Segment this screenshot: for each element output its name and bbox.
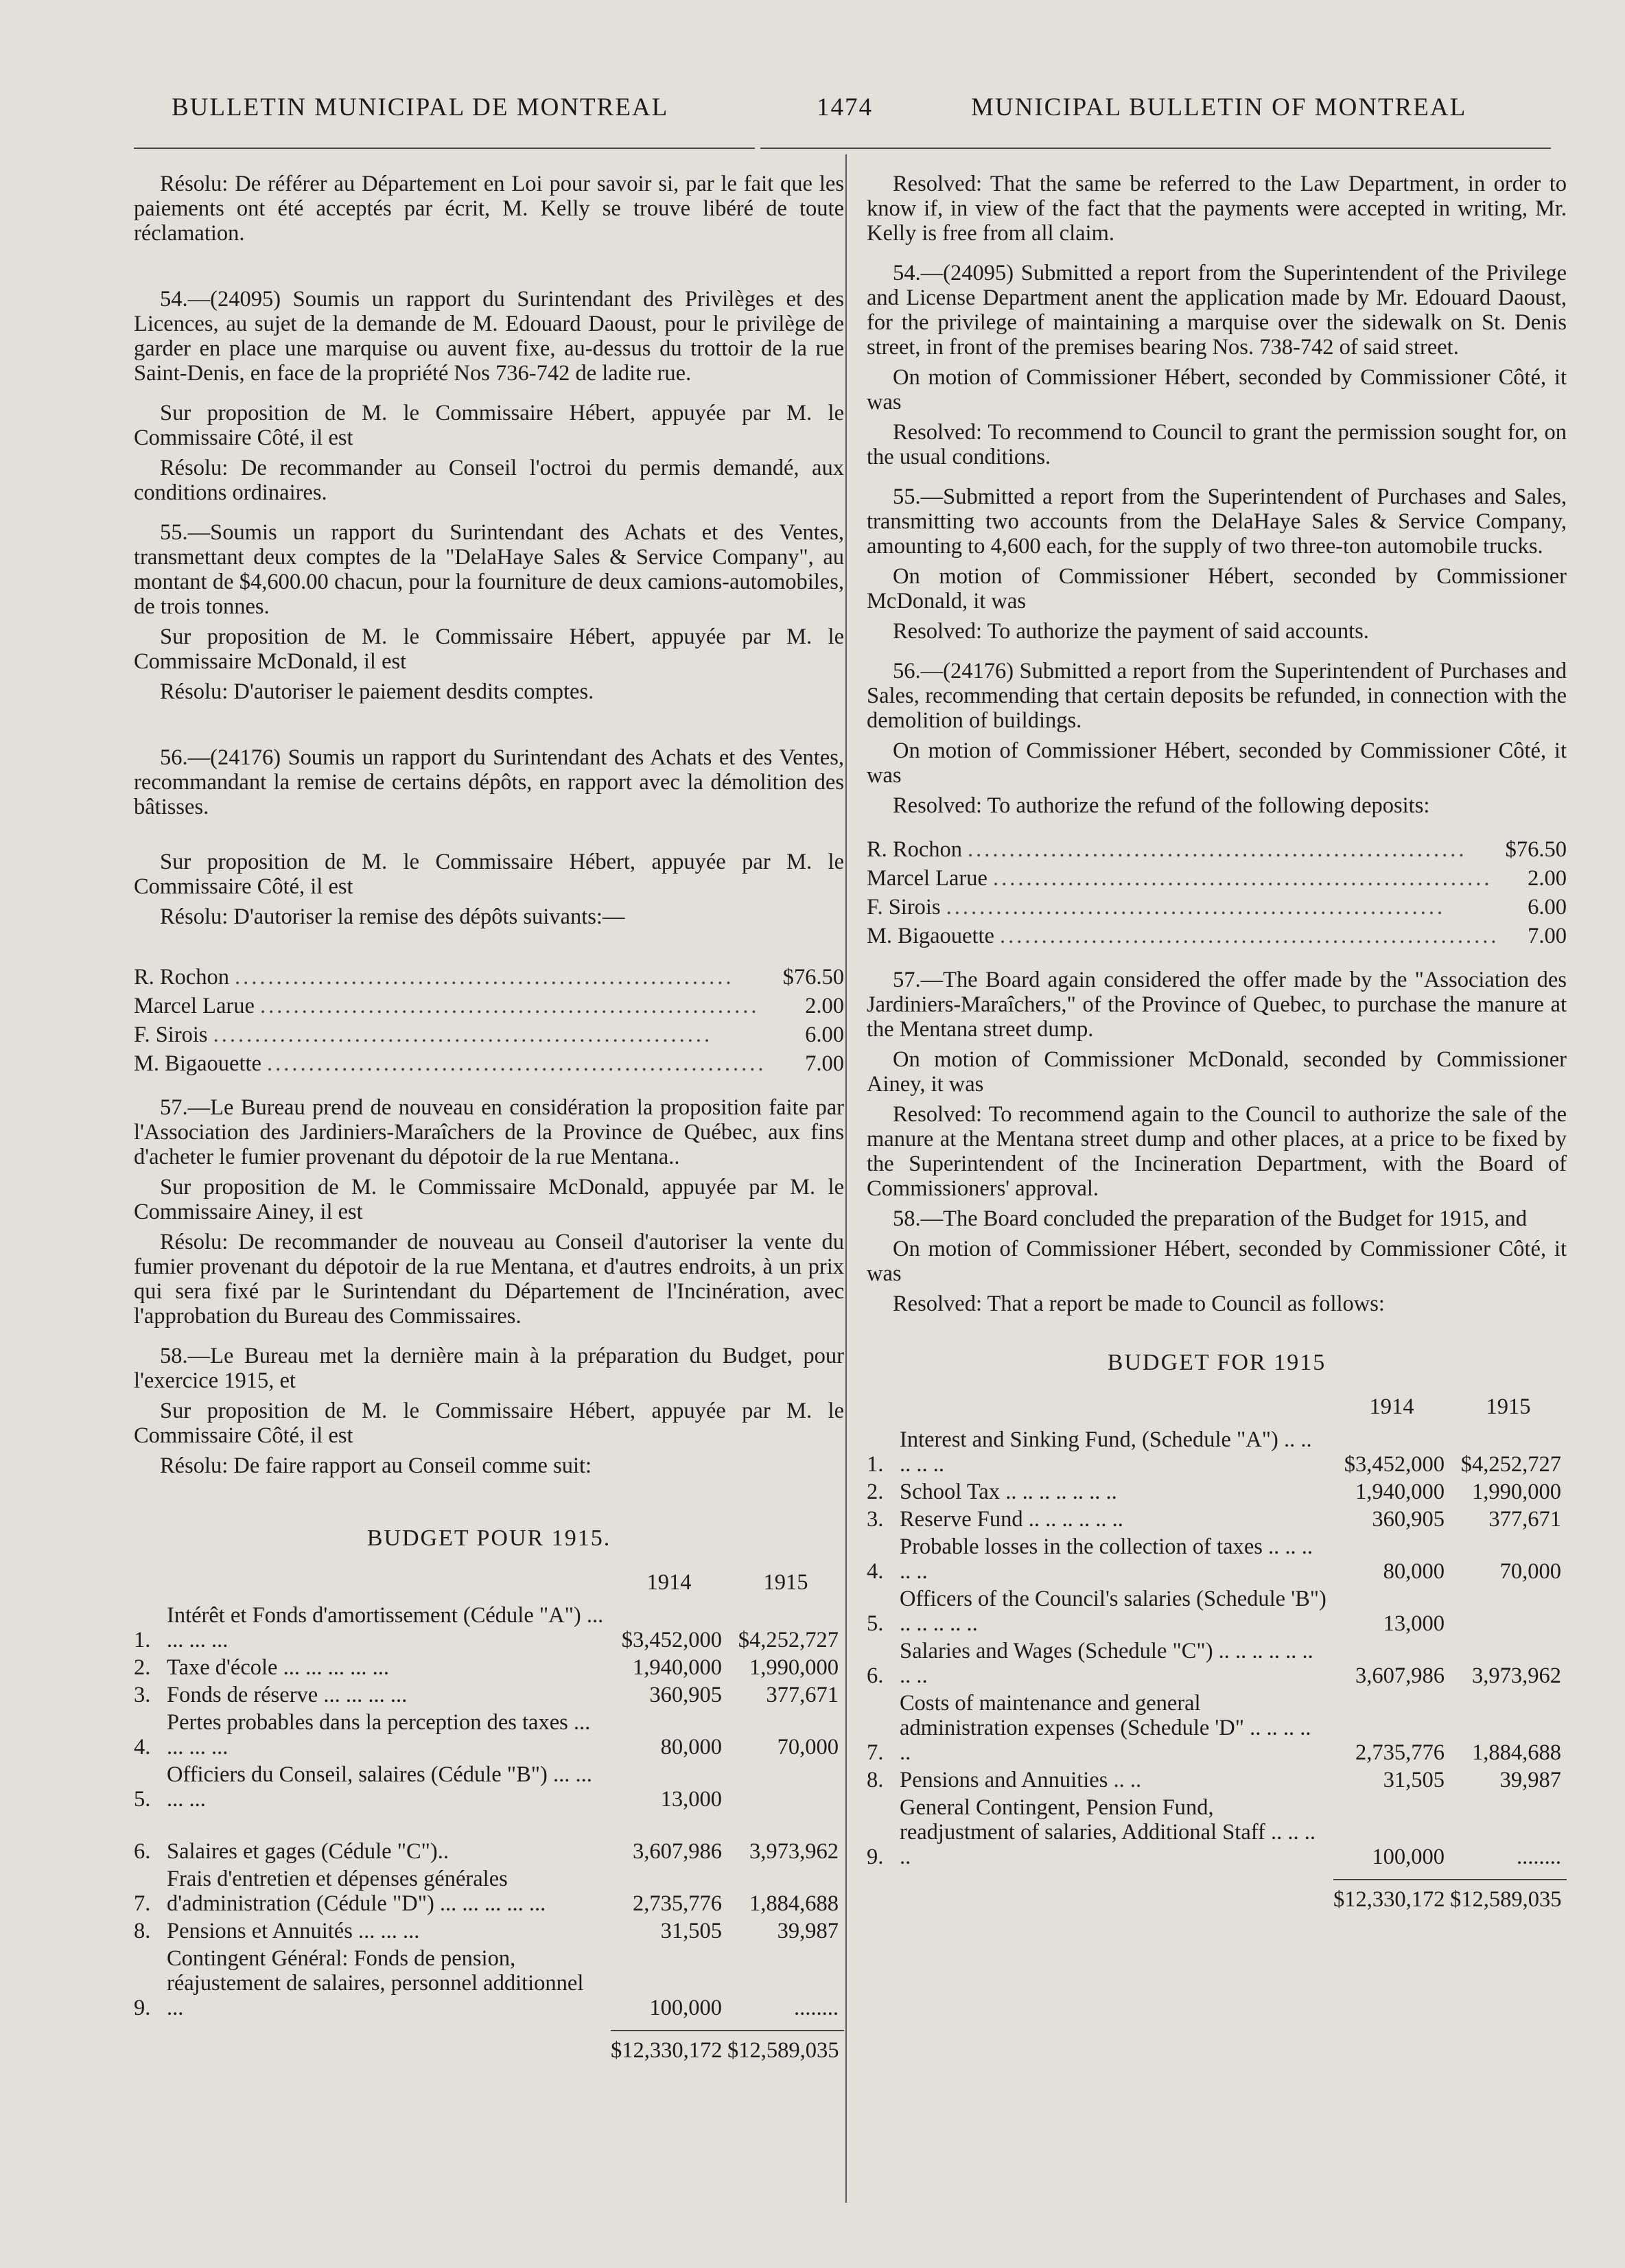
- fr-item-54-motion: Sur proposition de M. le Commissaire Hébert, appuyée par M. le Commissaire Côté, il est: [134, 401, 844, 450]
- en-item-55: 55.—Submitted a report from the Superintendent of Purchases and Sales, transmitting two accounts from the DelaHaye Sales & Service Company, amounting to 4,600 each, for the supply of two three-ton automobile trucks.: [867, 484, 1567, 559]
- table-row: 2. School Tax .. .. .. .. .. .. .. 1,940,000 1,990,000: [867, 1480, 1561, 1504]
- header-right-title: MUNICIPAL BULLETIN OF MONTREAL: [971, 93, 1467, 121]
- fr-item-58-resolution: Résolu: De faire rapport au Conseil comme suit:: [160, 1453, 592, 1478]
- en-item-54: 54.—(24095) Submitted a report from the Superintendent of the Privilege and License Department anent the application made by Mr. Edouard Daoust, for the privilege of maintaining a marquise over the sidewalk on St. Denis street, in front of the premises bearing Nos. 738-742 of said street.: [867, 261, 1567, 360]
- fr-item-54: 54.—(24095) Soumis un rapport du Surintendant des Privilèges et des Licences, au sujet de la demande de M. Edouard Daoust, pour le privilège de garder en place une marquise ou auvent fixe, au-dessus du trottoir de la rue Saint-Denis, en face de la propriété Nos 736-742 de ladite rue.: [134, 287, 844, 386]
- list-item: F. Sirois ............................................................ 6.00: [134, 1022, 844, 1047]
- fr-total-1915: $12,589,035: [727, 2030, 844, 2063]
- table-row: 7. Frais d'entretien et dépenses générales d'administration (Cédule "D") ... ... ... ... ... 2,735,776 1,884,688: [134, 1867, 839, 1916]
- fr-item-55: 55.—Soumis un rapport du Surintendant des Achats et des Ventes, transmettant deux comptes de la "DelaHaye Sales & Service Company", au montant de $4,600.00 chacun, pour la fourniture de deux camions-automobiles, de trois tonnes.: [134, 520, 844, 619]
- en-budget-total: [867, 1879, 1567, 1912]
- en-item-57-resolution: Resolved: To recommend again to the Council to authorize the sale of the manure at the Mentana street dump and other places, at a price to be fixed by the Superintendent of the Incineration Department, with the Board of Commissioners' approval.: [867, 1102, 1567, 1201]
- header-left-title: BULLETIN MUNICIPAL DE MONTREAL: [172, 93, 669, 121]
- table-row: 9. General Contingent, Pension Fund, readjustment of salaries, Additional Staff .. .. .. .. 100,000 ........: [867, 1795, 1561, 1869]
- en-item-58-resolution: Resolved: That a report be made to Council as follows:: [893, 1291, 1385, 1316]
- list-item: R. Rochon ............................................................ $76.50: [134, 965, 844, 990]
- fr-resolution-kelly: Résolu: De référer au Département en Loi pour savoir si, par le fait que les paiements ont été acceptés par écrit, M. Kelly se trouve libéré de toute réclamation.: [134, 172, 844, 246]
- fr-item-58: 58.—Le Bureau met la dernière main à la préparation du Budget, pour l'exercice 1915, et: [134, 1344, 844, 1393]
- column-divider: [845, 154, 847, 2203]
- header-rule-right: [760, 148, 1551, 149]
- en-budget-title: BUDGET FOR 1915: [1107, 1350, 1326, 1375]
- fr-item-57: 57.—Le Bureau prend de nouveau en considération la proposition faite par l'Association des Jardiniers-Maraîchers de la Province de Québec, aux fins d'acheter le fumier provenant du dépotoir de la rue Mentana..: [134, 1095, 844, 1169]
- list-item: Marcel Larue ............................................................ 2.00: [867, 866, 1567, 891]
- table-row: 9. Contingent Général: Fonds de pension, réajustement de salaires, personnel additionnel ... 100,000 ........: [134, 1946, 839, 2020]
- fr-budget-title: BUDGET POUR 1915.: [366, 1525, 611, 1551]
- en-item-56-motion: On motion of Commissioner Hébert, seconded by Commissioner Côté, it was: [867, 738, 1567, 788]
- year-1914-header: 1914: [1369, 1394, 1414, 1419]
- en-item-57: 57.—The Board again considered the offer made by the "Association des Jardiniers-Maraîchers," of the Province of Quebec, to purchase the manure at the Mentana street dump.: [867, 968, 1567, 1042]
- fr-item-55-motion: Sur proposition de M. le Commissaire Hébert, appuyée par M. le Commissaire McDonald, il est: [134, 624, 844, 674]
- en-item-58-motion: On motion of Commissioner Hébert, seconded by Commissioner Côté, it was: [867, 1237, 1567, 1286]
- running-head: [134, 93, 1513, 127]
- table-row: 3. Fonds de réserve ... ... ... ... 360,905 377,671: [134, 1683, 839, 1707]
- en-total-1915: $12,589,035: [1450, 1879, 1567, 1912]
- fr-item-55-resolution: Résolu: D'autoriser le paiement desdits comptes.: [160, 679, 594, 704]
- table-row: 1. Intérêt et Fonds d'amortissement (Cédule "A") ... ... ... ... $3,452,000 $4,252,727: [134, 1603, 839, 1652]
- table-row: 4. Probable losses in the collection of taxes .. .. .. .. .. 80,000 70,000: [867, 1534, 1561, 1584]
- fr-item-56-resolution: Résolu: D'autoriser la remise des dépôts suivants:—: [160, 904, 625, 929]
- list-item: M. Bigaouette ............................................................ 7.00: [134, 1051, 844, 1076]
- table-row: 8. Pensions et Annuités ... ... ... 31,505 39,987: [134, 1919, 839, 1943]
- year-1915-header: 1915: [1486, 1394, 1531, 1419]
- table-row: 8. Pensions and Annuities .. .. 31,505 39,987: [867, 1768, 1561, 1792]
- fr-item-56: 56.—(24176) Soumis un rapport du Surintendant des Achats et des Ventes, recommandant la remise de certains dépôts, en rapport avec la démolition des bâtisses.: [134, 745, 844, 819]
- table-row: 6. Salaires et gages (Cédule "C").. 3,607,986 3,973,962: [134, 1839, 839, 1864]
- header-rule-left: [134, 148, 755, 149]
- en-deposit-list: [867, 837, 1567, 952]
- fr-item-54-resolution: Résolu: De recommander au Conseil l'octroi du permis demandé, aux conditions ordinaires.: [134, 456, 844, 505]
- table-row: 2. Taxe d'école ... ... ... ... ... 1,940,000 1,990,000: [134, 1655, 839, 1680]
- fr-budget-year-headers: [134, 1570, 844, 1600]
- en-item-54-resolution: Resolved: To recommend to Council to grant the permission sought for, on the usual conditions.: [867, 420, 1567, 469]
- en-budget-year-headers: [867, 1394, 1567, 1425]
- table-row: 3. Reserve Fund .. .. .. .. .. .. 360,905 377,671: [867, 1507, 1561, 1532]
- english-column: [867, 172, 1567, 1912]
- table-row: 4. Pertes probables dans la perception des taxes ... ... ... ... 80,000 70,000: [134, 1710, 839, 1760]
- en-resolution-kelly: Resolved: That the same be referred to the Law Department, in order to know if, in view of the fact that the payments were accepted in writing, Mr. Kelly is free from all claim.: [867, 172, 1567, 246]
- en-item-55-motion: On motion of Commissioner Hébert, seconded by Commissioner McDonald, it was: [867, 564, 1567, 613]
- en-total-1914: $12,330,172: [1333, 1879, 1450, 1912]
- fr-deposit-list: [134, 965, 844, 1080]
- page-number: 1474: [817, 93, 873, 121]
- table-row: 5. Officers of the Council's salaries (Schedule 'B") .. .. .. .. .. 13,000: [867, 1587, 1445, 1636]
- list-item: Marcel Larue ............................................................ 2.00: [134, 994, 844, 1018]
- year-1915-header: 1915: [763, 1570, 808, 1595]
- list-item: R. Rochon ............................................................ $76.50: [867, 837, 1567, 862]
- table-row: 6. Salaries and Wages (Schedule "C") .. .. .. .. .. .. .. .. 3,607,986 3,973,962: [867, 1639, 1561, 1688]
- fr-budget-total: [134, 2030, 844, 2063]
- en-item-57-motion: On motion of Commissioner McDonald, seconded by Commissioner Ainey, it was: [867, 1047, 1567, 1097]
- year-1914-header: 1914: [646, 1570, 692, 1595]
- fr-item-56-motion: Sur proposition de M. le Commissaire Hébert, appuyée par M. le Commissaire Côté, il est: [134, 850, 844, 899]
- table-row: 7. Costs of maintenance and general administration expenses (Schedule 'D" .. .. .. .. .. 2,735,776 1,884,688: [867, 1691, 1561, 1765]
- en-item-56: 56.—(24176) Submitted a report from the Superintendent of Purchases and Sales, recommending that certain deposits be refunded, in connection with the demolition of buildings.: [867, 659, 1567, 733]
- list-item: M. Bigaouette ............................................................ 7.00: [867, 924, 1567, 948]
- en-item-54-motion: On motion of Commissioner Hébert, seconded by Commissioner Côté, it was: [867, 365, 1567, 414]
- en-item-56-resolution: Resolved: To authorize the refund of the following deposits:: [893, 793, 1430, 818]
- fr-total-1914: $12,330,172: [611, 2030, 727, 2063]
- fr-item-57-motion: Sur proposition de M. le Commissaire McDonald, appuyée par M. le Commissaire Ainey, il est: [134, 1175, 844, 1224]
- list-item: F. Sirois ............................................................ 6.00: [867, 895, 1567, 920]
- en-budget-table: [867, 1427, 1567, 1912]
- table-row: 1. Interest and Sinking Fund, (Schedule "A") .. .. .. .. .. $3,452,000 $4,252,727: [867, 1427, 1561, 1477]
- fr-item-58-motion: Sur proposition de M. le Commissaire Hébert, appuyée par M. le Commissaire Côté, il est: [134, 1399, 844, 1448]
- en-item-58: 58.—The Board concluded the preparation of the Budget for 1915, and: [893, 1206, 1528, 1231]
- en-item-55-resolution: Resolved: To authorize the payment of said accounts.: [893, 619, 1369, 644]
- fr-budget-table: [134, 1603, 844, 2063]
- fr-item-57-resolution: Résolu: De recommander de nouveau au Conseil d'autoriser la vente du fumier provenant du dépotoir de la rue Mentana, et d'autres endroits, à un prix qui sera fixé par le Surintendant du Département de l'Incinération, avec l'approbation du Bureau des Commissaires.: [134, 1230, 844, 1329]
- table-row: 5. Officiers du Conseil, salaires (Cédule "B") ... ... ... ... 13,000: [134, 1762, 722, 1812]
- french-column: [134, 172, 844, 2063]
